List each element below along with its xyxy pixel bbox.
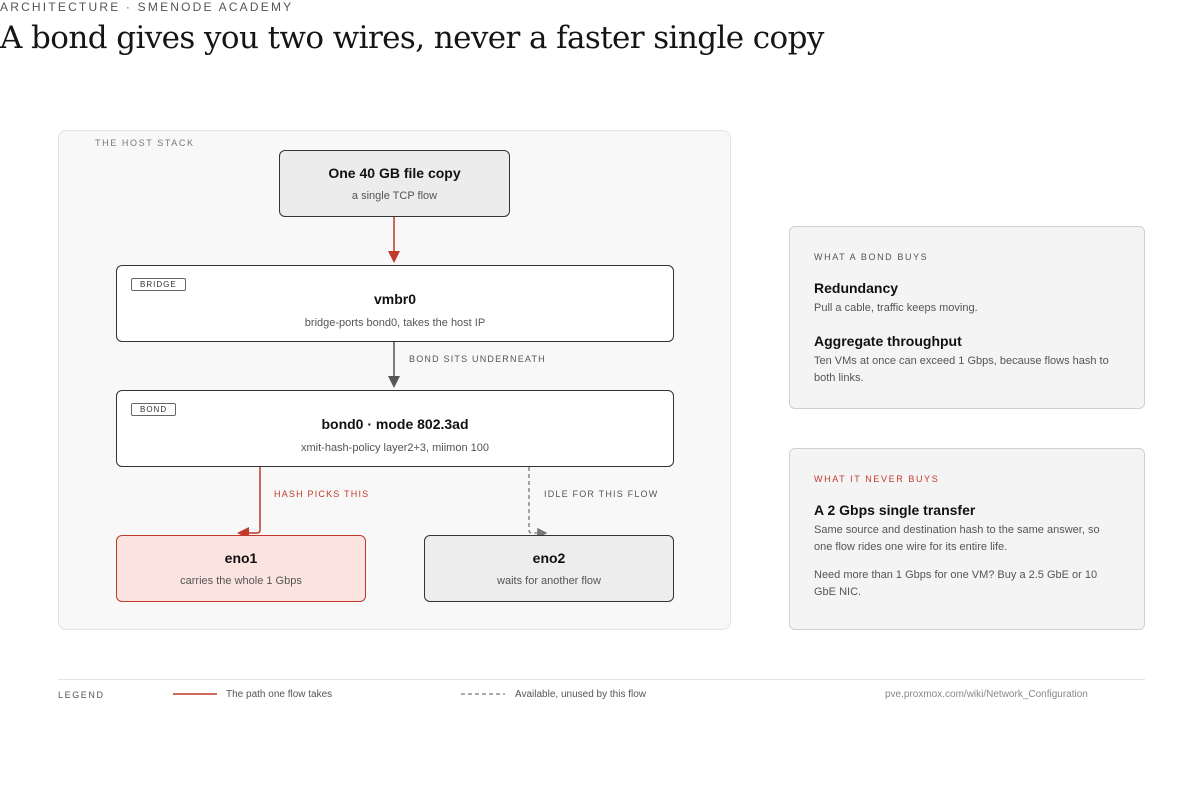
card-item-text: Same source and destination hash to the same answer, so one flow rides one wire for its entire life.	[814, 524, 1100, 553]
eno2-node	[424, 535, 674, 602]
bond-node	[116, 390, 674, 467]
eyebrow: ARCHITECTURE · SMENODE ACADEMY	[0, 0, 294, 14]
node-name: bond0 · mode 802.3ad	[321, 416, 469, 432]
node-sub: waits for another flow	[497, 575, 601, 587]
node-sub: a single TCP flow	[351, 190, 438, 202]
file-copy-node	[279, 150, 510, 217]
card-label: WHAT A BOND BUYS	[814, 252, 929, 262]
node-sub: xmit-hash-policy layer2+3, miimon 100	[301, 442, 489, 454]
node-name: vmbr0	[373, 291, 417, 307]
bond-never-buys-card	[789, 448, 1145, 630]
edge-label-hash: HASH PICKS THIS	[274, 489, 370, 499]
node-name: eno1	[224, 550, 258, 566]
node-name: One 40 GB file copy	[328, 165, 461, 181]
legend-idle-text: Available, unused by this flow	[515, 689, 647, 700]
edge-label-underneath: BOND SITS UNDERNEATH	[409, 354, 546, 364]
card-item-title: Aggregate throughput	[814, 333, 962, 349]
node-sub: bridge-ports bond0, takes the host IP	[304, 317, 486, 329]
legend-active-text: The path one flow takes	[226, 689, 333, 700]
card-item-title: Redundancy	[814, 280, 899, 296]
card-item-title: A 2 Gbps single transfer	[814, 502, 976, 518]
card-item-text: Pull a cable, traffic keeps moving.	[814, 302, 978, 314]
bridge-node	[116, 265, 674, 342]
bridge-tag: BRIDGE	[131, 278, 186, 291]
page-title: A bond gives you two wires, never a faster single copy	[0, 20, 824, 56]
bond-tag: BOND	[131, 403, 176, 416]
card-note: Need more than 1 Gbps for one VM? Buy a 2.5 GbE or 10 GbE NIC.	[814, 569, 1098, 598]
legend-divider	[58, 679, 1145, 680]
panel-label: THE HOST STACK	[95, 138, 195, 148]
bond-buys-card	[789, 226, 1145, 409]
source-link[interactable]: pve.proxmox.com/wiki/Network_Configuration	[885, 689, 1088, 700]
card-item-text: Ten VMs at once can exceed 1 Gbps, because flows hash to both links.	[814, 355, 1109, 384]
eno1-node	[116, 535, 366, 602]
node-name: eno2	[532, 550, 566, 566]
legend-label: LEGEND	[58, 690, 105, 700]
card-label: WHAT IT NEVER BUYS	[814, 474, 940, 484]
edge-label-idle: IDLE FOR THIS FLOW	[544, 489, 659, 499]
node-sub: carries the whole 1 Gbps	[180, 575, 302, 587]
